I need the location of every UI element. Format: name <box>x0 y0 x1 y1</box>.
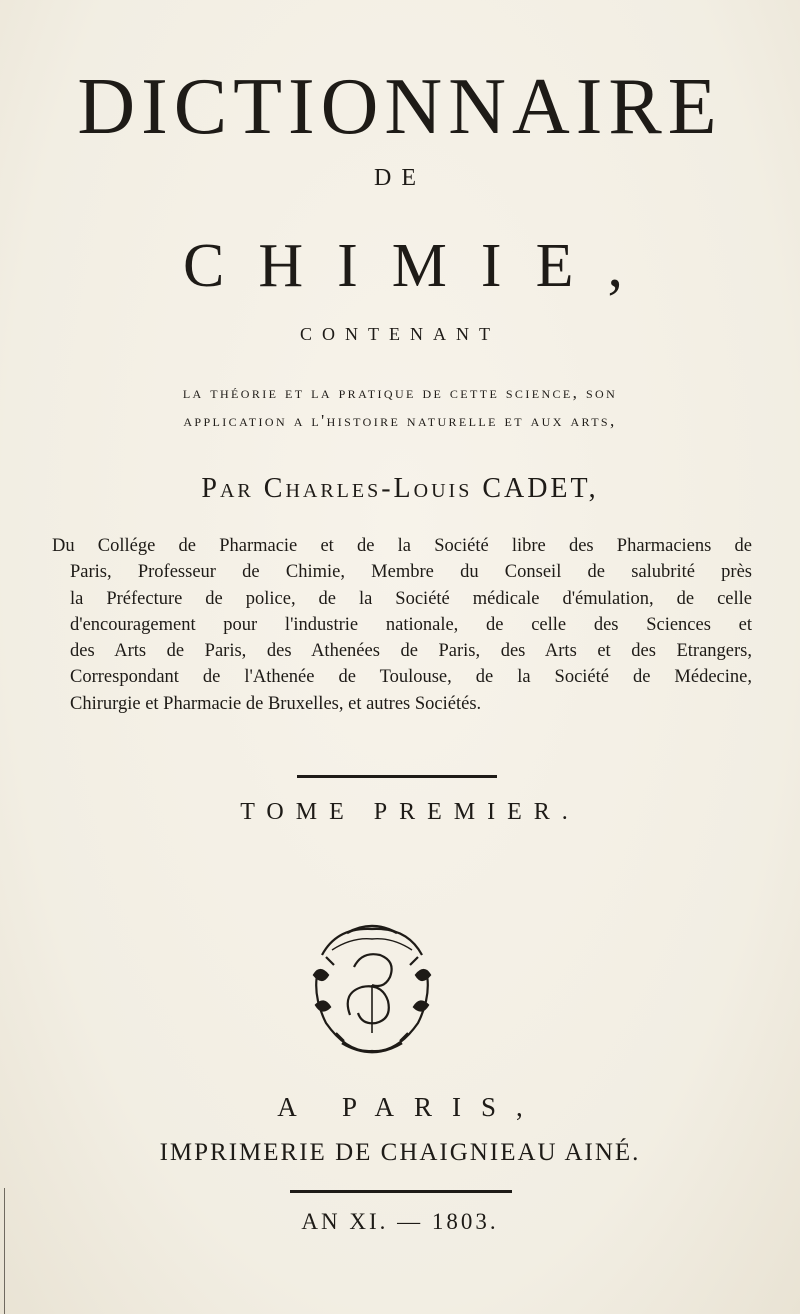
divider-rule <box>297 775 497 778</box>
page-edge-shadow <box>4 1188 5 1314</box>
subject-title: CHIMIE, <box>183 232 657 300</box>
main-title: DICTIONNAIRE <box>77 63 723 151</box>
contenant-label: CONTENANT <box>300 324 500 344</box>
imprint-divider-rule <box>290 1190 512 1193</box>
printer-monogram-icon <box>292 915 452 1065</box>
imprint-printer: IMPRIMERIE DE CHAIGNIEAU AINÉ. <box>159 1139 641 1166</box>
title-de: DE <box>374 165 426 191</box>
credential-line: des Arts de Paris, des Athenées de Paris, des Arts et des Etrangers, <box>70 641 752 662</box>
author-line: Par Charles-Louis CADET, <box>201 473 599 504</box>
imprint-place: A PARIS, <box>277 1092 543 1122</box>
subtitle-line-1: la théorie et la pratique de cette science, son <box>182 383 618 402</box>
volume-label: TOME PREMIER. <box>240 799 580 825</box>
credential-line: Paris, Professeur de Chimie, Membre du Conseil de salubrité près <box>70 562 752 583</box>
credential-line: Correspondant de l'Athenée de Toulouse, de la Société de Médecine, <box>70 667 752 688</box>
credential-line: Chirurgie et Pharmacie de Bruxelles, et autres Sociétés. <box>70 693 482 714</box>
author-credentials <box>52 533 752 717</box>
credential-line: d'encouragement pour l'industrie nationale, de celle des Sciences et <box>70 614 752 635</box>
credential-line: Du Collége de Pharmacie et de la Société libre des Pharmaciens de <box>52 536 752 556</box>
credential-line: la Préfecture de police, de la Société médicale d'émulation, de celle <box>70 588 752 609</box>
imprint-year: AN XI. — 1803. <box>301 1209 499 1234</box>
subtitle-line-2: application a l'histoire naturelle et aux arts, <box>183 411 617 430</box>
